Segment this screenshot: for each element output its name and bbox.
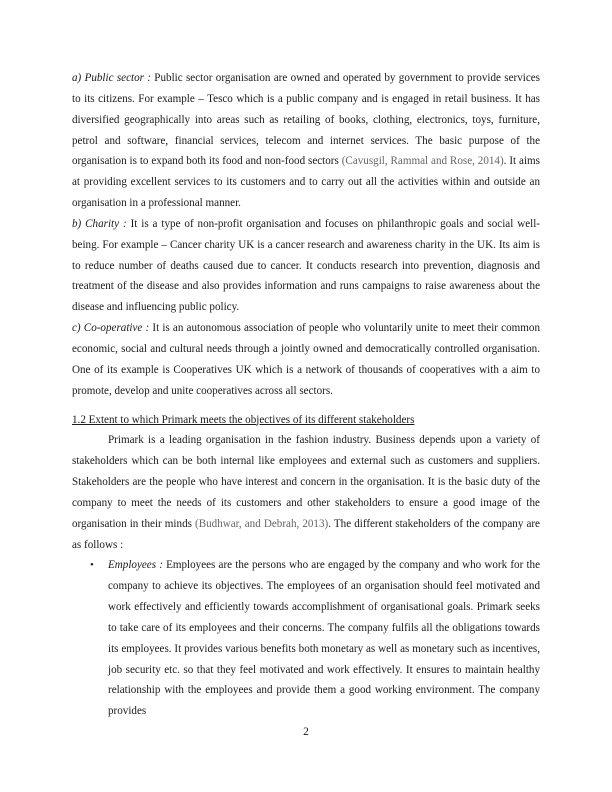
cooperative-paragraph <box>72 318 540 401</box>
charity-paragraph <box>72 214 540 318</box>
cooperative-text: It is an autonomous association of people who voluntarily unite to meet their common economic, social and cultural needs through a jointly owned and democratically controlled organisation. One of its example is Cooperatives UK which is a network of thousands of cooperatives with a aim to promote, develop and unite cooperatives across all sectors. <box>72 322 540 397</box>
cooperative-label: c) Co-operative : <box>72 322 150 335</box>
page-number: 2 <box>303 726 309 738</box>
stakeholder-list <box>72 555 540 722</box>
bullet-icon: • <box>90 559 94 572</box>
employees-text: Employees are the persons who are engaged by the company and who work for the company to achieve its objectives. The employees of an organisation should feel motivated and work effectively and efficiently towards accomplishment of organisational goals. Primark seeks to take care of its employees and their concerns. The company fulfils all the obligations towards its employees. It provides various benefits both monetary as well as monetary such as incentives, job security etc. so that they feel motivated and work effectively. It ensures to maintain healthy relationship with the employees and provide them a good working environment. The company provides <box>108 559 540 718</box>
public-sector-citation: (Cavusgil, Rammal and Rose, 2014) <box>341 155 504 168</box>
section-intro-text-after: . The different stakeholders of the company are as follows : <box>72 517 540 551</box>
employees-label: Employees : <box>108 559 163 572</box>
charity-label: b) Charity : <box>72 217 127 230</box>
public-sector-text: Public sector organisation are owned and operated by government to provide services to its citizens. For example – Tesco which is a public company and is engaged in retail business. It has diversified geographically into areas such as retailing of books, clothing, electronics, toys, furniture, petrol and software, financial services, telecom and internet services. The basic purpose of the organisation is to expand both its food and non-food sectors <box>72 72 540 168</box>
section-intro-paragraph <box>72 430 540 555</box>
section-intro-text: Primark is a leading organisation in the fashion industry. Business depends upon a variety of stakeholders which can be both internal like employees and external such as customers and suppliers. Stakeholders are the people who have interest and concern in the organisation. It is the basic duty of the company to meet the needs of its customers and other stakeholders to ensure a good image of the organisation in their minds <box>72 434 540 530</box>
section-heading: 1.2 Extent to which Primark meets the objectives of its different stakeholders <box>72 413 415 426</box>
page-content <box>72 68 540 722</box>
section-intro-citation: (Budhwar, and Debrah, 2013) <box>195 517 329 530</box>
charity-text: It is a type of non-profit organisation and focuses on philanthropic goals and social well-being. For example – Cancer charity UK is a cancer research and awareness charity in the UK. Its aim is to reduce number of deaths caused due to cancer. It conducts research into prevention, diagnosis and treatment of the disease and also provides information and runs campaigns to raise awareness about the disease and influencing public policy. <box>72 217 540 314</box>
public-sector-paragraph <box>72 68 540 214</box>
public-sector-text-after: . It aims at providing excellent services to its customers and to carry out all the activities within and outside an organisation in a professional manner. <box>72 155 540 210</box>
list-item-employees <box>90 555 540 722</box>
public-sector-label: a) Public sector : <box>72 72 151 84</box>
